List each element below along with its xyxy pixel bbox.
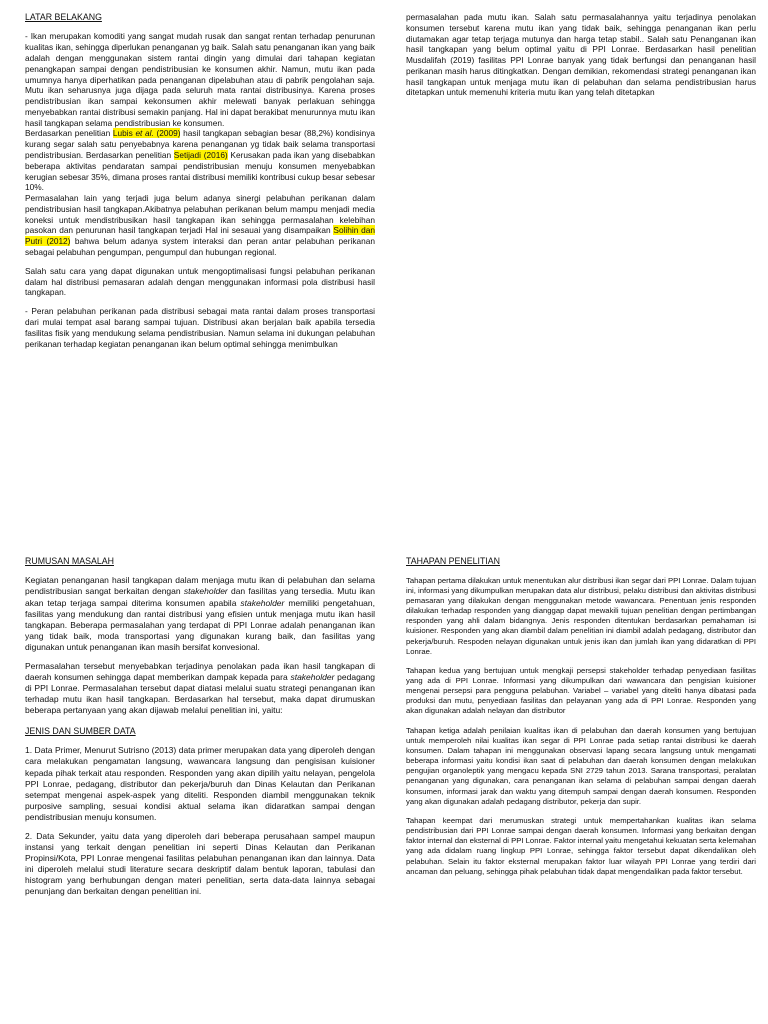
paragraph: Tahapan keempat dari merumuskan strategi untuk mempertahankan kualitas ikan selama pendistribusian dari PPI Lonrae sampai dengan daerah konsumen. Informasi yang berkaitan dengan faktor internal dan eksternal di PPI Lonrae. Faktor internal yaitu mengetahui kekuatan serta kelemahan yang ada didalam ruang lingkup PPI Lonrae, sehingga faktor tersebut dapat dikendalikan oleh pelabuhan. Selain itu faktor eksternal merupakan faktor luar wilayah PPI Lonrae yang terdiri dari ancaman dan peluang, sehingga pihak pelabuhan tidak dapat mengendalikan pada faktor tersebut.: [406, 815, 756, 876]
citation-highlight: Setijadi (2016): [173, 150, 228, 161]
citation-highlight: Solihin dan Putri (2012): [25, 225, 375, 247]
italic-term: stakeholder: [290, 671, 335, 682]
paragraph: Tahapan pertama dilakukan untuk menentukan alur distribusi ikan segar dari PPI Lonrae. Dalam tujuan ini, informasi yang dikumpulkan merupakan data alur distribusi, pelaku distribusi dan aktivitas distribusi pemasaran yang dilakukan dengan menggunakan metode wawancara. Penentuan jenis responden dilakukan terhadap responden yang dianggap dapat mewakili tujuan penelitian dengan pertimbangan responden yang ahli dalam bidangnya. Jenis responden ditentukan berdasarkan pemahaman isi kuisioner. Responden yang akan diambil dalam penelitian ini diambil adalah pedagang, distributor dan pekerja/buruh. Respoden nelayan digunakan untuk jenis ikan dan jumlah ikan yang didaratkan di PPI Lonrae.: [406, 575, 756, 656]
paragraph: permasalahan pada mutu ikan. Salah satu permasalahannya yaitu terjadinya penolakan konsumen tersebut karena mutu ikan yang tidak baik, sehingga penanganan ikan perlu diutamakan agar tetap terjaga mutunya dan harga tetap stabil.. Salah satu Penanganan ikan hasil tangkapan yang belum optimal yaitu di PPI Lonrae. Berdasarkan hasil penelitian Musdalifah (2019) fasilitas PPI Lonrae banyak yang tidak berfungsi dan penanganan hasil perikanan masih harus ditingkatkan. Dengan demikian, rekomendasi strategi penanganan ikan hasil tangkapan untuk menjaga mutu ikan di pelabuhan dan selama pendistribusian harus ditetapkan untuk memenuhi kriteria mutu ikan yang telah ditetapkan: [406, 12, 756, 98]
text: Kegiatan penanganan hasil tangkapan dalam menjaga mutu ikan di pelabuhan dan selama pendistribusian sangat berkaitan dengan: [25, 575, 375, 597]
section-tahapan-penelitian: [406, 556, 756, 877]
text: bahwa belum adanya system interaksi dan peran antar pelabuhan perikanan sebagai pelabuhan pengumpan, pengumpul dan hubungan regional.: [25, 236, 375, 258]
paragraph: [25, 661, 375, 716]
citation-author: Lubis: [112, 128, 136, 139]
text: memiliki pengetahuan, fasilitas yang mendukung dan rantai distribusi yang efisien untuk menjaga mutu ikan hasil tangkapan. Beberapa permasalahan yang terdapat di PPI Lonrae adalah penanganan ikan yang tidak baik, moda transportasi yang digunakan kurang baik, dan fasilitas yang digunakan untuk penanganan ikan masih bersifat konvesional.: [25, 597, 375, 652]
paragraph: Salah satu cara yang dapat digunakan untuk mengoptimalisasi fungsi pelabuhan perikanan dalam hal distribusi pemasaran adalah dengan menggunakan informasi pola distribusi hasil tangkapan.: [25, 265, 375, 298]
heading-rumusan-masalah: RUMUSAN MASALAH: [25, 556, 114, 566]
section-latar-belakang: [25, 12, 375, 349]
heading-latar-belakang: LATAR BELAKANG: [25, 12, 102, 22]
section-latar-belakang-lanjutan: [406, 12, 756, 98]
paragraph: - Ikan merupakan komoditi yang sangat mudah rusak dan sangat rentan terhadap penurunan kualitas ikan, sehingga diperlukan penanganan yg baik. Salah satu penanganan ikan yang baik adalah dengan menggunakan sistem rantai dingin yang dimulai dari tahapan kegiatan penangkapan sampai dengan pendistribusian ke konsumen akhir. Namun, mutu ikan pada umumnya hanya diperhatikan pada penanganan dipelabuhan atau di pabrik pengolahan saja. Mutu ikan seharusnya juga dijaga pada seluruh mata rantai distribusinya. Karena proses pendistribusian ikan sampai kekonsumen akhir melewati banyak perlakuan sehingga menyebabkan rantai distribusi semakin panjang. Hal ini dapat berakibat menurunnya mutu ikan hasil tangkapan selama pendistribusian ke konsumen.: [25, 31, 375, 128]
heading-tahapan-penelitian: TAHAPAN PENELITIAN: [406, 556, 501, 566]
section-rumusan-masalah: [25, 556, 375, 897]
text: Berdasarkan penelitian: [25, 128, 113, 139]
text: Kerusakan pada ikan yang disebabkan beberapa aktivitas pendaratan sampai pendistribusian menuju konsumen menyebabkan kerugian sebesar 35%, dimana proses rantai distribusi memiliki kontribusi cukup besar sebesar 10%.: [25, 150, 375, 193]
text: hasil tangkapan sebagian besar (88,2%) kondisinya kurang segar salah satu penyebabnya karena penanganan yg tidak baik selama transportasi pendistribusian. Berdasarkan penelitian: [25, 128, 375, 161]
paragraph: [25, 193, 375, 258]
citation-year: (2009): [153, 128, 181, 139]
paragraph: Tahapan ketiga adalah penilaian kualitas ikan di pelabuhan dan daerah konsumen yang bertujuan untuk memperoleh nilai kualitas ikan segar di PPI Lonrae pada setiap rantai distribusi ke daerah konsumen. Dalam tahapan ini menggunakan observasi lapang secara langsung untuk mengamati beberapa informasi yaitu kondisi ikan saat di pelabuhan dan daerah konsumen dengan melakukan pengujian organoleptik yang mengacu kepada SNI 2729 tahun 2013. Sarana transportasi, peralatan penanganan yang digunakan, cara penanganan ikan selama di pelabuhan sampai dengan daerah konsumen, informasi jarak dan waktu yang ditempuh sampai dengan daerah konsumen. Responden yang akan digunakan adalah pedagang distributor, pekerja dan supir.: [406, 725, 756, 806]
citation-highlight: [113, 128, 181, 138]
paragraph: [25, 575, 375, 652]
paragraph: - Peran pelabuhan perikanan pada distribusi sebagai mata rantai dalam proses transportasi dari mulai tempat asal barang sampai tujuan. Distribusi akan berjalan baik apabila tersedia fasilitas fisik yang mendukung selama pendistribusian. Namun selama ini dukungan pelabuhan perikanan terhadap kegiatan penanganan ikan belum optimal sehingga menimbulkan: [25, 306, 375, 349]
text: dan fasilitas yang tersedia. Mutu ikan akan tetap terjaga sampai diterima konsumen apabila: [25, 586, 375, 608]
paragraph: 1. Data Primer, Menurut Sutrisno (2013) data primer merupakan data yang diperoleh dengan cara melakukan pengamatan langsung, wawancara langsung dan pengisisan kuisioner kepada pihak terkait atau responden. Responden yang akan dipilih yaitu nelayan, pengelola PPI Lonrae, pedagang, distributor dan pekerja/buruh dan Dinas Kelautan dan Perikanan setempat mengenai aspek-aspek yang diteliti. Responden diambil menggunakan teknik purposive sampling, sesuai kondisi aktual selama ikan didaratkan sampai dengan pendistribusian menuju konsumen.: [25, 745, 375, 822]
italic-term: stakeholder: [240, 597, 285, 608]
heading-jenis-sumber-data: JENIS DAN SUMBER DATA: [25, 725, 136, 736]
paragraph: Tahapan kedua yang bertujuan untuk mengkaji persepsi stakeholder terhadap penyediaan fasilitas yang ada di PPI Lonrae. Informasi yang dikumpulkan dari wawancara dan pengisian kuisioner mengenai persepsi para pengguna pelabuhan. Variabel – variabel yang diteliti hanya dibatasi pada produksi dan mutu, penyediaan fasilitas dan pelayanan yang ada di PPI Lonrae. Responden yang akan digunakan adalah nelayan dan distributor: [406, 665, 756, 716]
text: Permasalahan lain yang terjadi juga belum adanya sinergi pelabuhan perikanan dalam pendistribusian hasil tangkapan.Akibatnya pelabuhan perikanan belum mampu menjadi media koneksi untuk mendistribusikan hasil tangkapan ikan sehingga permasalahan kelebihan pasokan dan penurunan hasil tangkapan terjadi Hal ini sesauai yang disampaikan: [25, 193, 375, 236]
paragraph: 2. Data Sekunder, yaitu data yang diperoleh dari beberapa perusahaan sampel maupun instansi yang terkait dengan penelitian ini seperti Dinas Kelautan dan Perikanan Propinsi/Kota, PPI Lonrae mengenai fasilitas pelabuhan penanganan ikan dan lainnya. Data ini diperoleh melalui studi literature secara deskriptif dalam bentuk laporan, tabulasi dan histogram yang berhubungan dengan materi penelitian, serta data-data lainnya sebagai penunjang dan berkaitan dengan penelitian ini.: [25, 830, 375, 896]
citation-etal: et al.: [135, 128, 154, 139]
italic-term: stakeholder: [183, 586, 228, 597]
paragraph: [25, 128, 375, 193]
text: pedagang di PPI Lonrae. Permasalahan tersebut dapat diatasi melalui suatu strategi penanganan ikan terhadap mutu ikan hasil tangkapan. Berdasarkan hal tersebut, maka dapat dirumuskan beberapa pertanyaan yang akan dijawab melalui penelitian ini, yaitu:: [25, 671, 375, 715]
text: Permasalahan tersebut menyebabkan terjadinya penolakan pada ikan hasil tangkapan di daerah konsumen sehingga dapat memberikan dampak kepada para: [25, 660, 375, 682]
